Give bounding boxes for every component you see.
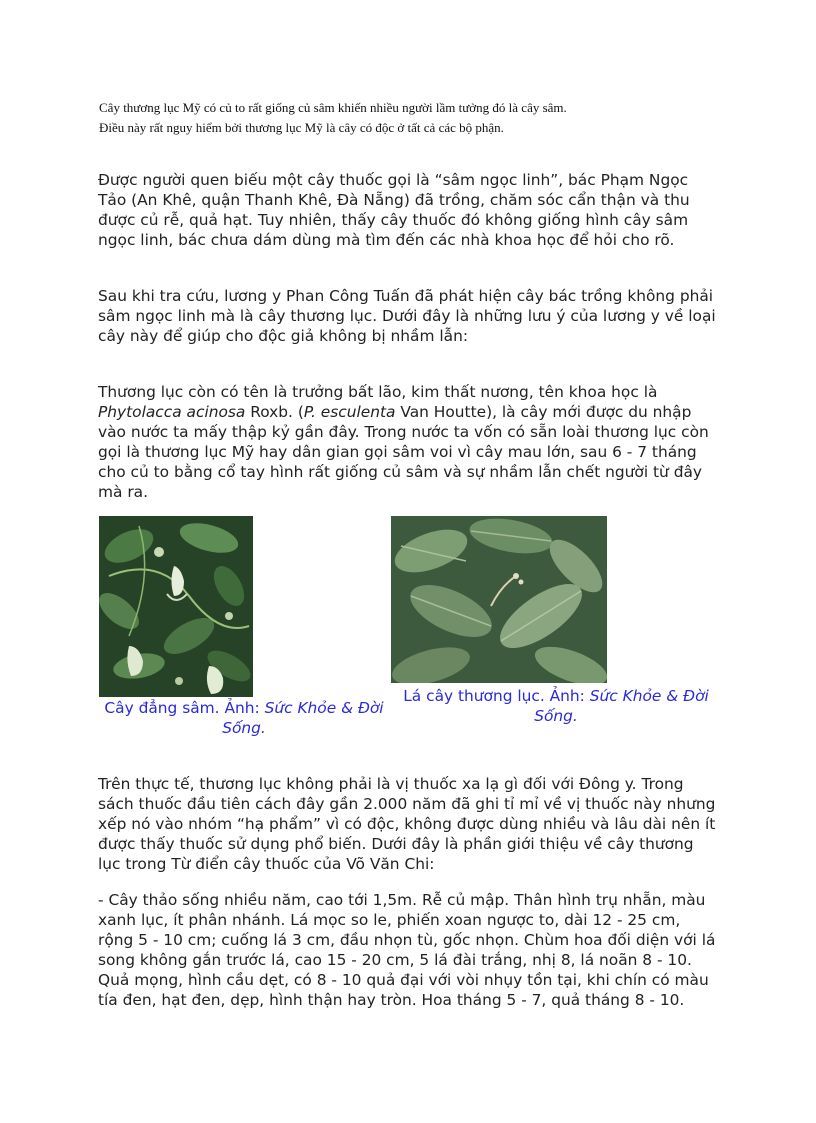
paragraph-2: Sau khi tra cứu, lương y Phan Công Tuấn đã phát hiện cây bác trồng không phải sâm ngọc linh mà là cây thương lục. Dưới đây là những lưu ý của lương y về loại cây này để giúp cho độc giả không bị nhầm lẫn: — [98, 287, 716, 345]
dang-sam-photo — [99, 516, 253, 697]
intro-summary — [99, 98, 739, 138]
left-photo-caption — [99, 698, 389, 738]
paragraph-3-text-a: Thương lục còn có tên là trưởng bất lão, kim thất nương, tên khoa học là — [98, 383, 658, 401]
scientific-name-1: Phytolacca acinosa — [98, 403, 246, 421]
intro-line-2: Điều này rất nguy hiểm bởi thương lục Mỹ là cây có độc ở tất cả các bộ phận. — [99, 120, 504, 135]
left-caption-text: Cây đẳng sâm. Ảnh: — [104, 699, 265, 717]
right-caption-text: Lá cây thương lục. Ảnh: — [403, 687, 590, 705]
right-photo-caption — [396, 686, 716, 726]
paragraph-3-text-b: Roxb. ( — [245, 403, 304, 421]
scientific-name-2: P. esculenta — [303, 403, 396, 421]
paragraph-3-text-c: Van Houtte), là cây mới được du nhập vào nước ta mấy thập kỷ gần đây. Trong nước ta vốn có sẵn loài thương lục còn gọi là thương lục Mỹ hay dân gian gọi sâm voi vì cây mau lớn, sau 6 - 7 tháng cho củ to bằng cổ tay hình rất giống củ sâm và sự nhầm lẫn chết người từ đây mà ra. — [98, 403, 709, 501]
paragraph-5: - Cây thảo sống nhiều năm, cao tới 1,5m. Rễ củ mập. Thân hình trụ nhẵn, màu xanh lục, ít phân nhánh. Lá mọc so le, phiến xoan ngược to, dài 12 - 25 cm, rộng 5 - 10 cm; cuống lá 3 cm, đầu nhọn tù, gốc nhọn. Chùm hoa đối diện với lá song không gắn trước lá, cao 15 - 20 cm, 5 lá đài trắng, nhị 8, lá noãn 8 - 10. Quả mọng, hình cầu dẹt, có 8 - 10 quả đại với vòi nhụy tồn tại, khi chín có màu tía đen, hạt đen, dẹp, hình thận hay tròn. Hoa tháng 5 - 7, quả tháng 8 - 10. — [98, 891, 716, 1009]
left-caption-source: Sức Khỏe & Đời Sống. — [222, 699, 384, 737]
paragraph-4: Trên thực tế, thương lục không phải là vị thuốc xa lạ gì đối với Đông y. Trong sách thuốc đầu tiên cách đây gần 2.000 năm đã ghi tỉ mỉ về vị thuốc này nhưng xếp nó vào nhóm “hạ phẩm” vì có độc, không được dùng nhiều và lâu dài nên ít được thấy thuốc sử dụng phổ biến. Dưới đây là phần giới thiệu về cây thương lục trong Từ điển cây thuốc của Võ Văn Chi: — [98, 775, 716, 873]
intro-line-1: Cây thương lục Mỹ có củ to rất giống củ sâm khiến nhiều người lầm tưởng đó là cây sâm. — [99, 100, 567, 115]
paragraph-3 — [98, 382, 718, 502]
paragraph-1: Được người quen biếu một cây thuốc gọi là “sâm ngọc linh”, bác Phạm Ngọc Tảo (An Khê, quận Thanh Khê, Đà Nẵng) đã trồng, chăm sóc cẩn thận và thu được củ rễ, quả hạt. Tuy nhiên, thấy cây thuốc đó không giống hình cây sâm ngọc linh, bác chưa dám dùng mà tìm đến các nhà khoa học để hỏi cho rõ. — [98, 171, 690, 249]
right-caption-source: Sức Khỏe & Đời Sống. — [534, 687, 709, 725]
thuong-luc-leaves-photo — [391, 516, 607, 683]
